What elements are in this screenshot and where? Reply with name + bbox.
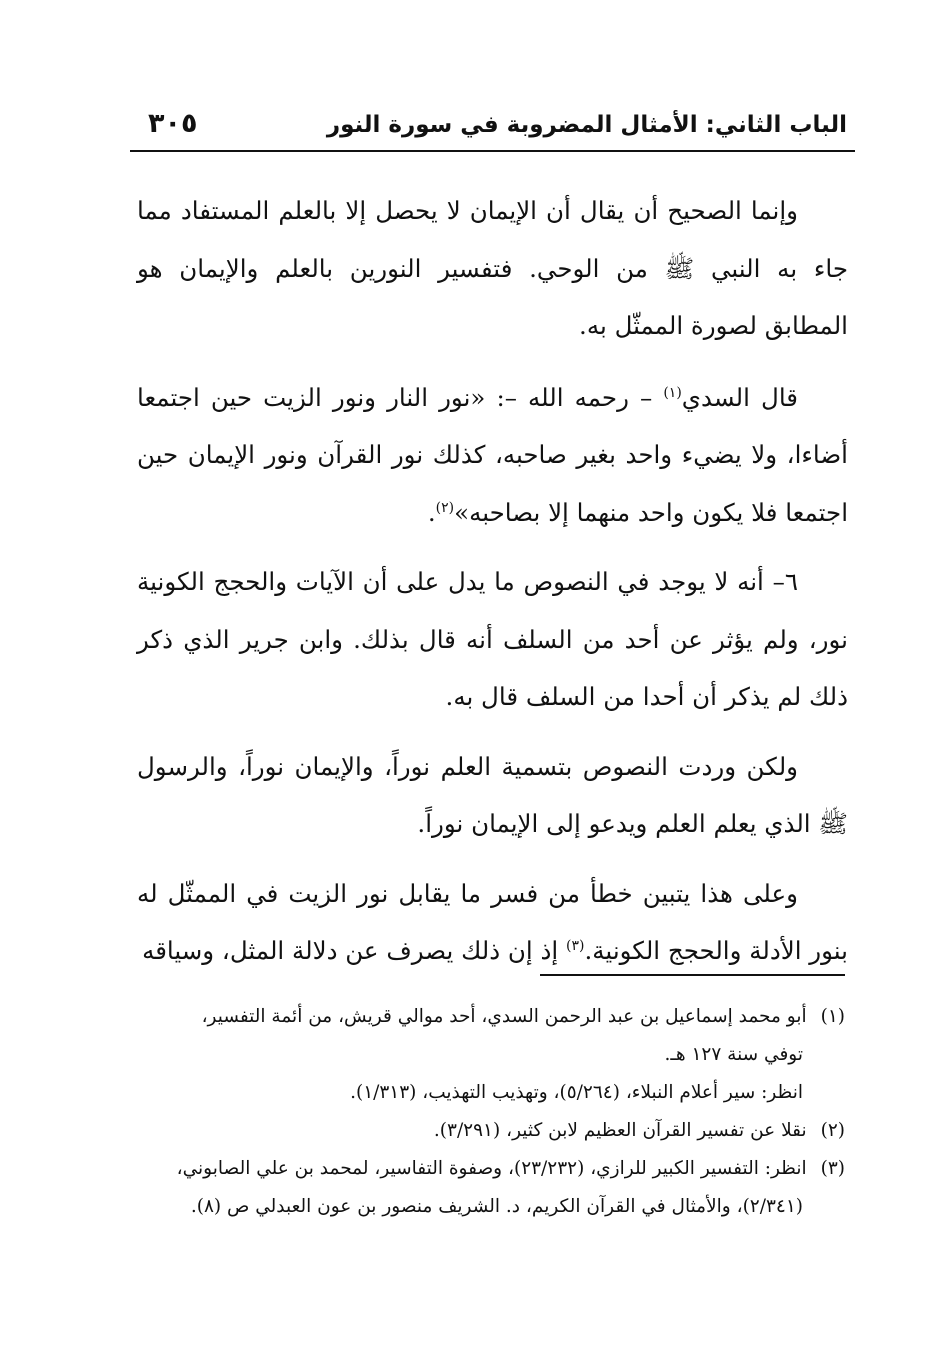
- paragraph-2-end: .: [427, 497, 436, 527]
- page-number: ٣٠٥: [148, 108, 198, 139]
- footnotes: [137, 998, 845, 1226]
- footnote-1-line-1: أبو محمد إسماعيل بن عبد الرحمن السدي، أحد موالي قريش، من أئمة التفسير،: [201, 1006, 807, 1027]
- running-header: [140, 108, 847, 148]
- chapter-title: الباب الثاني: الأمثال المضروبة في سورة النور: [326, 112, 847, 138]
- paragraph-5-text-2: إذ إن ذلك يصرف عن دلالة المثل، وسياقه: [142, 936, 559, 965]
- paragraph-2: [137, 369, 848, 542]
- footnote-3-line-1: انظر: التفسير الكبير للرازي، (٢٣/٢٣٢)، وصفوة التفاسير، لمحمد بن علي الصابوني،: [176, 1158, 807, 1179]
- footnote-ref-2[interactable]: (٢): [435, 499, 455, 516]
- paragraph-5-text: وعلى هذا يتبين خطأ من فسر ما يقابل نور الزيت في الممثّل له بنور الأدلة والحجج الكونية.: [137, 878, 848, 965]
- footnote-ref-1[interactable]: (١): [663, 384, 682, 401]
- main-text: [137, 182, 848, 992]
- header-rule: [130, 150, 855, 152]
- paragraph-4: ولكن وردت النصوص بتسمية العلم نوراً، والإيمان نوراً، والرسول ﷺ الذي يعلم العلم ويدعو إلى الإيمان نوراً.: [137, 751, 848, 838]
- footnote-ref-3[interactable]: (٣): [566, 937, 585, 954]
- paragraph-1: وإنما الصحيح أن يقال أن الإيمان لا يحصل إلا بالعلم المستفاد مما جاء به النبي ﷺ من الوحي. فتفسير النورين بالعلم والإيمان هو المطابق لصورة الممثّل به.: [137, 196, 848, 340]
- paragraph-3: ٦– أنه لا يوجد في النصوص ما يدل على أن الآيات والحجج الكونية نور، ولم يؤثر عن أحد من السلف أنه قال بذلك. وابن جرير الذي ذكر ذلك لم يذكر أن أحدا من السلف قال به.: [137, 567, 848, 711]
- footnote-1-line-3: انظر: سير أعلام النبلاء، (٥/٢٦٤)، وتهذيب التهذيب، (١/٣١٣).: [350, 1082, 803, 1103]
- footnote-3-number: (٣): [820, 1158, 845, 1179]
- footnote-1-number: (١): [820, 1006, 845, 1027]
- footnote-3: [137, 1150, 845, 1188]
- paragraph-2-text: قال السدي: [681, 382, 798, 412]
- footnote-1: [137, 998, 845, 1036]
- footnote-separator: [540, 974, 845, 976]
- footnote-2-line-1: نقلا عن تفسير القرآن العظيم لابن كثير، (٣/٢٩١).: [433, 1120, 807, 1141]
- paragraph-5: [137, 865, 848, 980]
- footnote-3-line-2: (٢/٣٤١)، والأمثال في القرآن الكريم، د. الشريف منصور بن عون العبدلي ص (٨).: [190, 1196, 803, 1217]
- footnote-2-number: (٢): [820, 1120, 845, 1141]
- footnote-2: [137, 1112, 845, 1150]
- footnote-1-line-2: توفي سنة ١٢٧ هـ.: [664, 1044, 803, 1065]
- paragraph-2-quote: – رحمه الله –: «نور النار ونور الزيت حين اجتمعا أضاءا، ولا يضيء واحد بغير صاحبه، كذلك نور القرآن ونور الإيمان حين اجتمعا فلا يكون واحد منهما إلا بصاحبه»: [137, 382, 848, 527]
